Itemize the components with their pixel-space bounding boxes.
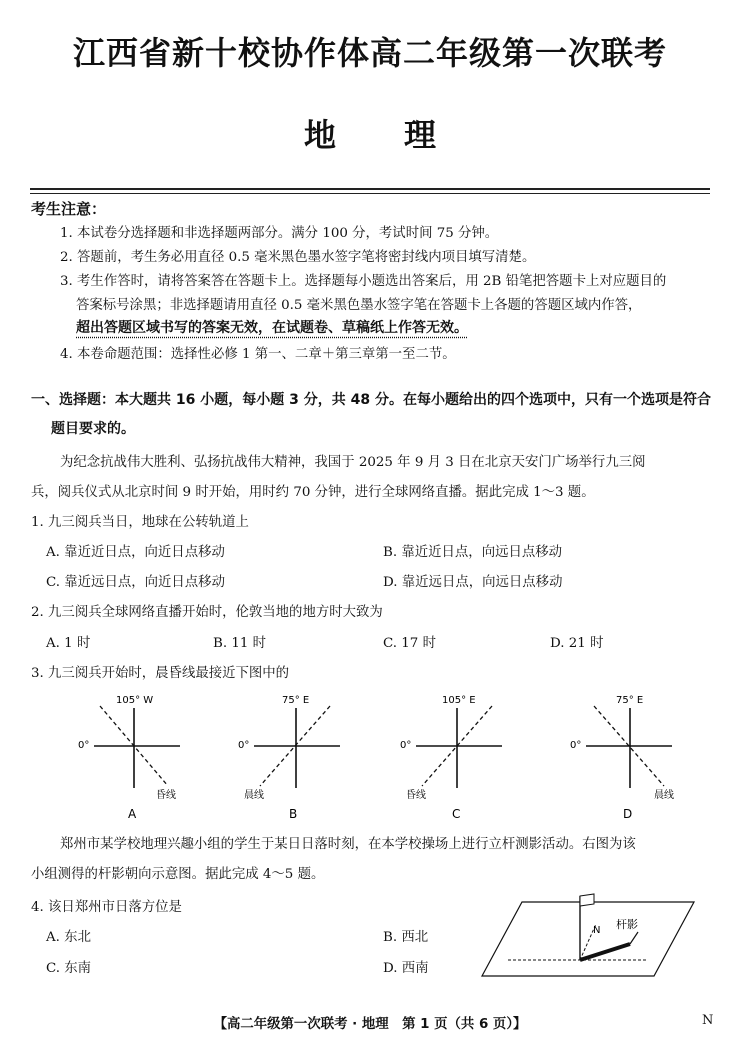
option-a: A. 1 时	[46, 636, 91, 651]
terminator-figures	[60, 690, 700, 822]
question-stem: 1. 九三阅兵当日，地球在公转轨道上	[31, 515, 249, 530]
option-a: A. 靠近近日点，向近日点移动	[46, 545, 225, 560]
figure-d	[570, 695, 674, 821]
subject-title	[0, 110, 740, 156]
section-heading-line: 题目要求的。	[51, 421, 135, 437]
material-text: 小组测得的杆影朝向示意图。据此完成 4～5 题。	[31, 867, 325, 882]
subject-char: 地	[303, 116, 336, 154]
option-c: C. 靠近远日点，向近日点移动	[46, 575, 225, 590]
page-footer: 【高二年级第一次联考 · 地理 第 1 页（共 6 页）】	[213, 1017, 527, 1032]
notice-item: 3. 考生作答时，请将答案答在答题卡上。选择题每小题选出答案后，用 2B 铅笔把答题卡上对应题目的	[60, 274, 667, 289]
figure-b	[238, 695, 340, 821]
option-d: D. 21 时	[550, 636, 604, 651]
section-heading-line: 一、选择题：本大题共 16 小题，每小题 3 分，共 48 分。在每小题给出的四个选项中，只有一个选项是符合	[31, 392, 711, 408]
figure-letter: A	[128, 807, 137, 821]
equator-label: 0°	[238, 740, 250, 751]
shadow-tip	[630, 932, 638, 944]
equator-label: 0°	[78, 740, 90, 751]
notice-item-emphasis: 超出答题区域书写的答案无效，在试题卷、草稿纸上作答无效。	[76, 320, 468, 336]
figure-c	[400, 695, 502, 821]
terminator-label: 昏线	[406, 790, 426, 801]
exam-title: 江西省新十校协作体高二年级第一次联考	[72, 34, 667, 72]
meridian-label: 75° E	[282, 695, 310, 706]
shadow-line	[580, 944, 630, 960]
subject-char: 理	[404, 116, 437, 154]
meridian-label: 105° E	[442, 695, 476, 706]
meridian-label: 75° E	[616, 695, 644, 706]
ground-plane	[482, 902, 694, 976]
figure-letter: D	[623, 807, 633, 821]
option-c: C. 东南	[46, 961, 92, 976]
question-stem: 4. 该日郑州市日落方位是	[31, 900, 182, 915]
equator-label: 0°	[570, 740, 582, 751]
equator-label: 0°	[400, 740, 412, 751]
figure-letter: C	[452, 807, 461, 821]
north-label: N	[593, 925, 601, 936]
figure-a	[78, 695, 180, 821]
option-a: A. 东北	[46, 930, 91, 945]
material-text: 郑州市某学校地理兴趣小组的学生于某日日落时刻，在本学校操场上进行立杆测影活动。右图为该	[60, 837, 636, 852]
notice-item: 4. 本卷命题范围：选择性必修 1 第一、二章＋第三章第一至二节。	[60, 347, 456, 362]
figure-letter: B	[289, 807, 298, 821]
terminator-label: 晨线	[654, 790, 674, 801]
flag-icon	[580, 894, 594, 906]
divider	[30, 193, 710, 194]
notice-heading: 考生注意：	[31, 200, 107, 218]
option-b: B. 11 时	[213, 636, 267, 651]
pole-shadow-figure	[478, 890, 700, 980]
material-text: 为纪念抗战伟大胜利、弘扬抗战伟大精神，我国于 2025 年 9 月 3 日在北京天安门广场举行九三阅	[60, 455, 646, 470]
option-b: B. 西北	[383, 930, 429, 945]
option-d: D. 西南	[383, 961, 429, 976]
meridian-label: 105° W	[116, 695, 154, 706]
notice-item: 答案标号涂黑；非选择题请用直径 0.5 毫米黑色墨水签字笔在答题卡上各题的答题区域内作答，	[76, 298, 642, 313]
footer-mark: N	[702, 1013, 714, 1028]
section-heading	[31, 386, 721, 444]
option-c: C. 17 时	[383, 636, 436, 651]
notice-item: 2. 答题前，考生务必用直径 0.5 毫米黑色墨水签字笔将密封线内项目填写清楚。	[60, 250, 536, 265]
terminator-label: 昏线	[156, 790, 176, 801]
material-text: 兵，阅兵仪式从北京时间 9 时开始，用时约 70 分钟，进行全球网络直播。据此完成 1～3 题。	[31, 485, 595, 500]
question-stem: 2. 九三阅兵全球网络直播开始时，伦敦当地的地方时大致为	[31, 605, 383, 620]
option-b: B. 靠近近日点，向远日点移动	[383, 545, 563, 560]
terminator-label: 晨线	[244, 790, 264, 801]
divider	[30, 188, 710, 190]
shadow-label: 杆影	[616, 918, 638, 931]
option-d: D. 靠近远日点，向远日点移动	[383, 575, 563, 590]
question-stem: 3. 九三阅兵开始时，晨昏线最接近下图中的	[31, 666, 290, 681]
notice-item: 1. 本试卷分选择题和非选择题两部分。满分 100 分，考试时间 75 分钟。	[60, 226, 499, 241]
